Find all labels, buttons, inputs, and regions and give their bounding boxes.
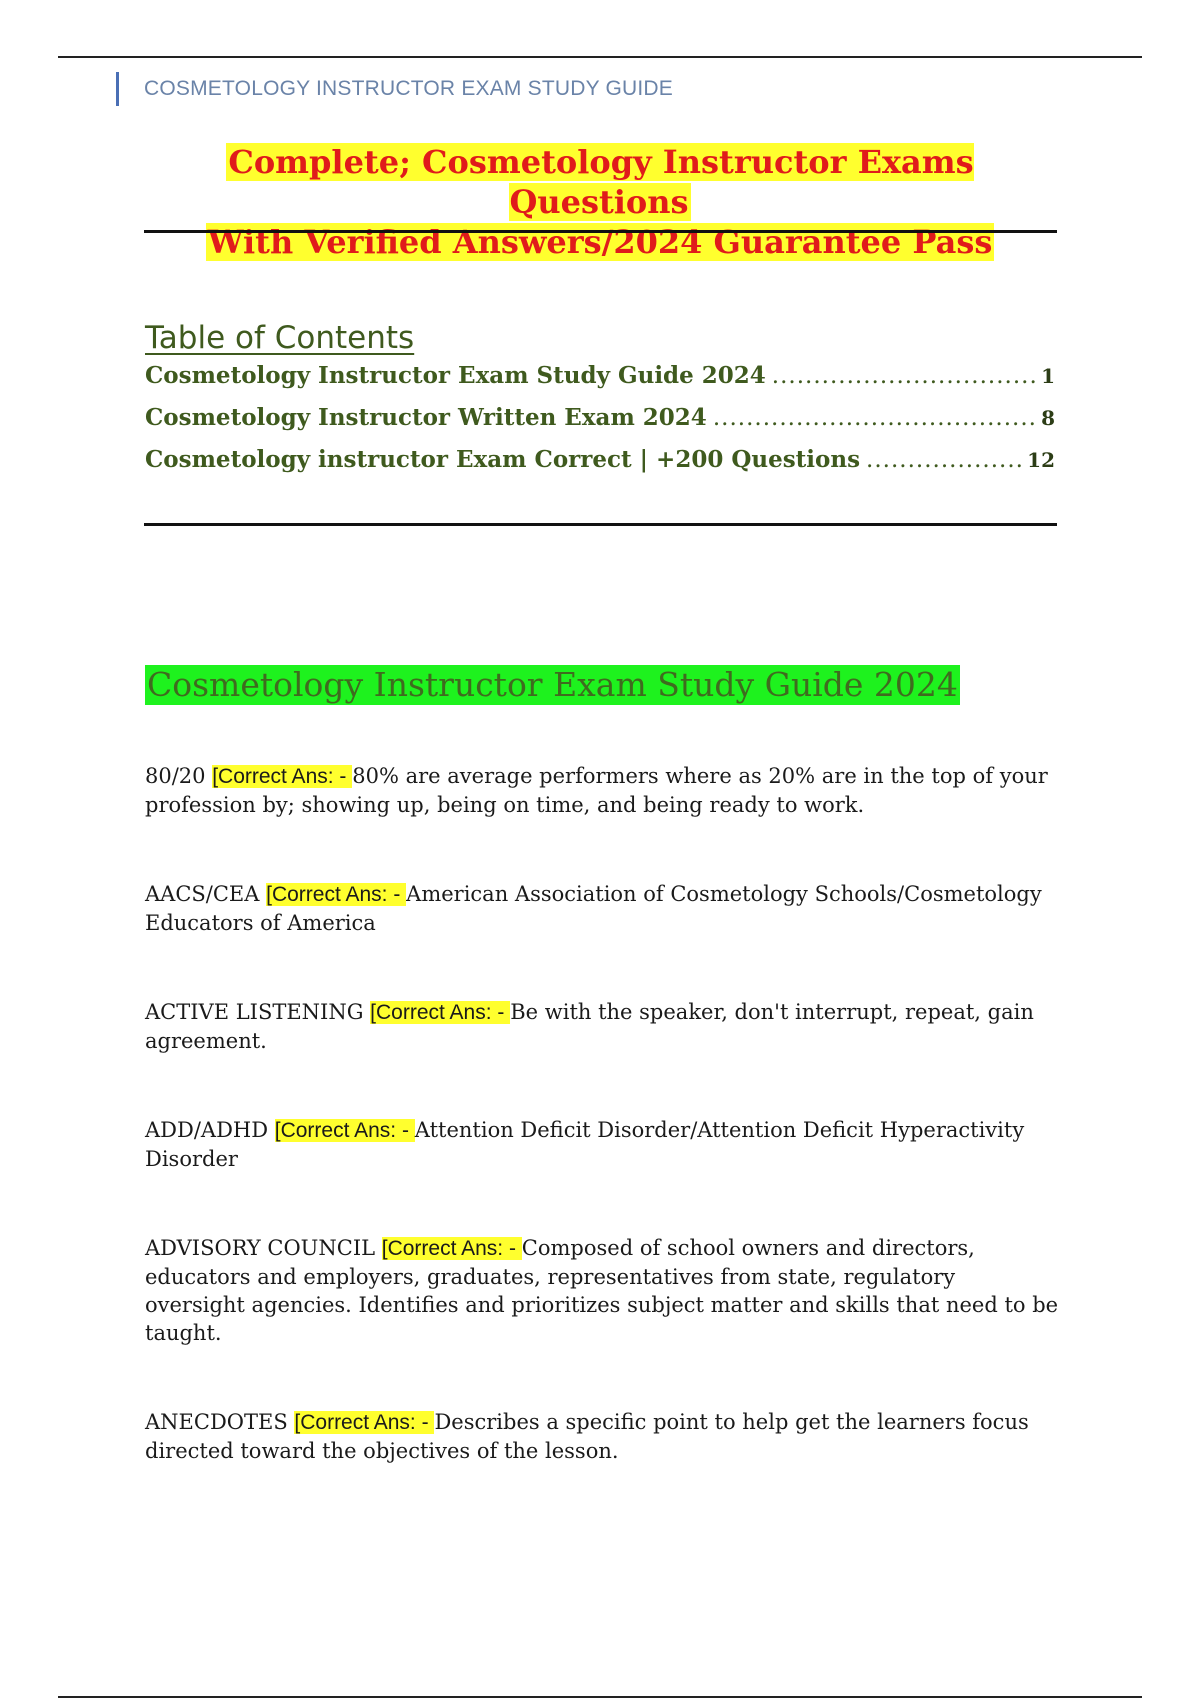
entry-answer: American Association of Cosmetology Schools/Cosmetology Educators of America [145, 882, 1042, 935]
correct-answer-marker: [Correct Ans: - [212, 765, 353, 788]
toc-entry[interactable] [145, 404, 1055, 446]
entry-term: ADVISORY COUNCIL [145, 1236, 382, 1260]
glossary-entry [145, 762, 1060, 819]
header-accent-bar [116, 72, 119, 106]
entry-answer: Describes a specific point to help get the learners focus directed toward the objectives of the lesson. [145, 1410, 1029, 1463]
page-top-rule [58, 56, 1142, 58]
toc-leader-dots [713, 405, 1035, 431]
correct-answer-marker: [Correct Ans: - [294, 1411, 435, 1434]
glossary-entry [145, 1234, 1060, 1347]
correct-answer-marker: [Correct Ans: - [370, 1001, 511, 1024]
toc-leader-dots [866, 447, 1021, 473]
glossary-entry [145, 1116, 1060, 1173]
toc-entry[interactable] [145, 446, 1055, 488]
toc-entry-label: Cosmetology instructor Exam Correct | +200 Questions [145, 446, 861, 473]
toc-leader-dots [772, 363, 1035, 389]
document-title [144, 142, 1056, 262]
entry-term: ADD/ADHD [145, 1118, 275, 1142]
entry-answer: Be with the speaker, don't interrupt, repeat, gain agreement. [145, 1000, 1034, 1053]
toc-entry-label: Cosmetology Instructor Written Exam 2024 [145, 404, 707, 431]
glossary-entry [145, 998, 1060, 1055]
entry-term: 80/20 [145, 764, 213, 788]
entry-answer: 80% are average performers where as 20% are in the top of your profession by; showing up, being on time, and being ready to work. [145, 764, 1048, 817]
page-bottom-rule [58, 1696, 1142, 1698]
entry-term: ACTIVE LISTENING [145, 1000, 371, 1024]
correct-answer-marker: [Correct Ans: - [274, 1119, 415, 1142]
toc-entry-page: 8 [1041, 406, 1055, 430]
entry-term: ANECDOTES [145, 1410, 295, 1434]
glossary-entries [145, 762, 1060, 1465]
glossary-entry [145, 1408, 1060, 1465]
toc-entry-page: 1 [1041, 364, 1055, 388]
title-divider [144, 230, 1057, 233]
toc-entry-label: Cosmetology Instructor Exam Study Guide 2024 [145, 362, 766, 389]
glossary-entry [145, 880, 1060, 937]
document-title-line-2: With Verified Answers/2024 Guarantee Pass [207, 223, 993, 261]
entry-answer: Composed of school owners and directors, educators and employers, graduates, representatives from state, regulatory oversight agencies. Identifies and prioritizes subject matter and skills that need to be taught. [145, 1236, 1059, 1345]
correct-answer-marker: [Correct Ans: - [381, 1237, 522, 1260]
entry-term: AACS/CEA [145, 882, 267, 906]
document-title-line-1: Complete; Cosmetology Instructor Exams Questions [228, 143, 974, 221]
running-header [116, 72, 673, 106]
toc-entry-page: 12 [1027, 448, 1055, 472]
table-of-contents [145, 318, 1055, 488]
running-header-title: COSMETOLOGY INSTRUCTOR EXAM STUDY GUIDE [144, 77, 673, 100]
section-heading: Cosmetology Instructor Exam Study Guide 2024 [147, 665, 958, 704]
toc-entry[interactable] [145, 362, 1055, 404]
entry-answer: Attention Deficit Disorder/Attention Deficit Hyperactivity Disorder [145, 1118, 1025, 1171]
toc-heading: Table of Contents [145, 320, 415, 356]
toc-divider [144, 523, 1057, 526]
correct-answer-marker: [Correct Ans: - [266, 883, 407, 906]
